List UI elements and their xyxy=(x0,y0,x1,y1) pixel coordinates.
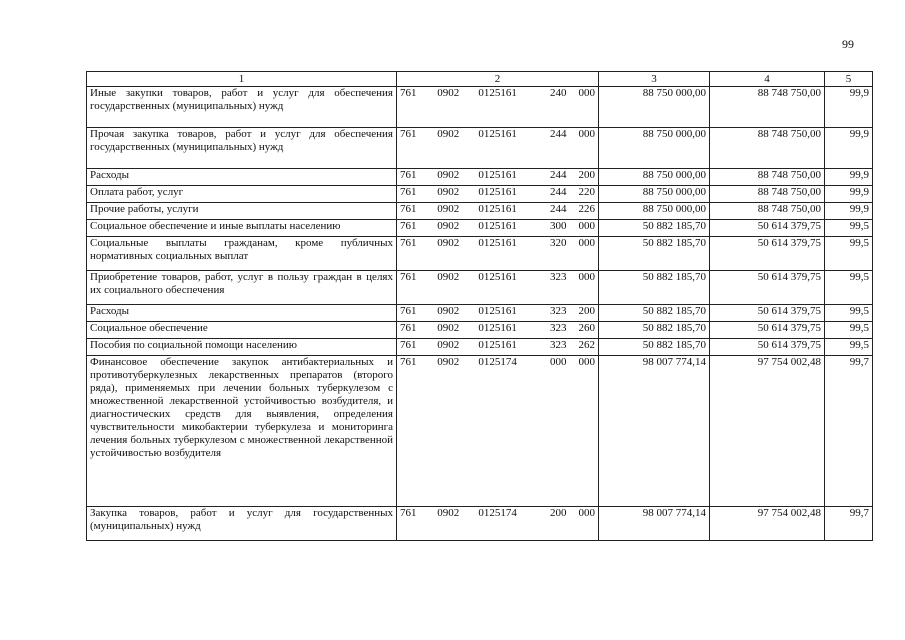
code-kosgu: 260 xyxy=(578,322,595,334)
code-section: 0902 xyxy=(437,87,460,99)
code-admin: 761 xyxy=(400,203,417,215)
header-col-3: 3 xyxy=(599,72,710,87)
row-codes xyxy=(397,203,599,220)
code-type: 240 xyxy=(550,87,567,99)
budget-table xyxy=(86,71,873,541)
table-row xyxy=(87,356,873,507)
row-executed: 88 748 750,00 xyxy=(710,203,825,220)
code-kosgu: 200 xyxy=(578,305,595,317)
code-admin: 761 xyxy=(400,220,417,232)
row-approved: 88 750 000,00 xyxy=(599,128,710,169)
code-admin: 761 xyxy=(400,128,417,140)
row-codes xyxy=(397,186,599,203)
row-name: Оплата работ, услуг xyxy=(87,186,397,203)
code-section: 0902 xyxy=(437,169,460,181)
header-col-2: 2 xyxy=(397,72,599,87)
row-name: Иные закупки товаров, работ и услуг для обеспечения государственных (муниципальных) нужд xyxy=(87,87,397,128)
code-admin: 761 xyxy=(400,169,417,181)
row-approved: 50 882 185,70 xyxy=(599,271,710,305)
code-admin: 761 xyxy=(400,305,417,317)
code-kosgu: 000 xyxy=(578,128,595,140)
row-percent: 99,7 xyxy=(825,507,873,541)
row-codes xyxy=(397,271,599,305)
code-section: 0902 xyxy=(437,356,460,368)
code-type: 244 xyxy=(550,203,567,215)
row-name: Расходы xyxy=(87,169,397,186)
code-section: 0902 xyxy=(437,128,460,140)
row-codes xyxy=(397,128,599,169)
code-type: 244 xyxy=(550,186,567,198)
row-executed: 88 748 750,00 xyxy=(710,128,825,169)
table-row xyxy=(87,271,873,305)
row-codes xyxy=(397,507,599,541)
row-executed: 88 748 750,00 xyxy=(710,169,825,186)
table-header-row xyxy=(87,72,873,87)
row-executed: 97 754 002,48 xyxy=(710,507,825,541)
row-name: Социальное обеспечение xyxy=(87,322,397,339)
header-col-5: 5 xyxy=(825,72,873,87)
code-target: 0125161 xyxy=(478,203,517,215)
header-col-1: 1 xyxy=(87,72,397,87)
row-codes xyxy=(397,356,599,507)
code-section: 0902 xyxy=(437,186,460,198)
row-name: Закупка товаров, работ и услуг для государственных (муниципальных) нужд xyxy=(87,507,397,541)
code-kosgu: 000 xyxy=(578,87,595,99)
row-percent: 99,5 xyxy=(825,271,873,305)
row-name: Социальное обеспечение и иные выплаты населению xyxy=(87,220,397,237)
code-type: 323 xyxy=(550,339,567,351)
row-executed: 50 614 379,75 xyxy=(710,271,825,305)
code-type: 244 xyxy=(550,128,567,140)
row-name: Расходы xyxy=(87,305,397,322)
row-codes xyxy=(397,169,599,186)
code-target: 0125161 xyxy=(478,186,517,198)
row-percent: 99,5 xyxy=(825,339,873,356)
code-section: 0902 xyxy=(437,305,460,317)
code-admin: 761 xyxy=(400,339,417,351)
row-percent: 99,9 xyxy=(825,169,873,186)
table-row xyxy=(87,507,873,541)
row-codes xyxy=(397,220,599,237)
row-executed: 50 614 379,75 xyxy=(710,237,825,271)
row-name: Финансовое обеспечение закупок антибактериальных и противотуберкулезных лекарственных препаратов (второго ряда), применяемых при лечении больных туберкулезом с множественной лекарственной устойчивостью возбудителя, и диагностических средств для выявления, определения чувствительности микобактерии туберкулеза и мониторинга лечения больных туберкулезом с множественной лекарственной устойчивостью возбудителя xyxy=(87,356,397,507)
table-row xyxy=(87,87,873,128)
row-name: Приобретение товаров, работ, услуг в пользу граждан в целях их социального обеспечения xyxy=(87,271,397,305)
row-approved: 98 007 774,14 xyxy=(599,507,710,541)
row-approved: 50 882 185,70 xyxy=(599,237,710,271)
row-codes xyxy=(397,322,599,339)
code-section: 0902 xyxy=(437,322,460,334)
code-kosgu: 000 xyxy=(578,237,595,249)
row-percent: 99,5 xyxy=(825,237,873,271)
code-admin: 761 xyxy=(400,186,417,198)
code-section: 0902 xyxy=(437,271,460,283)
row-executed: 88 748 750,00 xyxy=(710,186,825,203)
code-target: 0125161 xyxy=(478,237,517,249)
row-name: Прочие работы, услуги xyxy=(87,203,397,220)
row-executed: 50 614 379,75 xyxy=(710,339,825,356)
code-type: 300 xyxy=(550,220,567,232)
table-row xyxy=(87,203,873,220)
code-kosgu: 226 xyxy=(578,203,595,215)
code-target: 0125174 xyxy=(478,356,517,368)
row-executed: 50 614 379,75 xyxy=(710,322,825,339)
row-codes xyxy=(397,87,599,128)
code-section: 0902 xyxy=(437,203,460,215)
row-approved: 50 882 185,70 xyxy=(599,220,710,237)
row-codes xyxy=(397,305,599,322)
row-name: Прочая закупка товаров, работ и услуг для обеспечения государственных (муниципальных) нужд xyxy=(87,128,397,169)
row-approved: 88 750 000,00 xyxy=(599,203,710,220)
row-percent: 99,5 xyxy=(825,322,873,339)
row-codes xyxy=(397,339,599,356)
code-type: 320 xyxy=(550,237,567,249)
row-approved: 88 750 000,00 xyxy=(599,186,710,203)
row-percent: 99,5 xyxy=(825,305,873,322)
code-type: 244 xyxy=(550,169,567,181)
code-admin: 761 xyxy=(400,322,417,334)
code-target: 0125161 xyxy=(478,128,517,140)
row-percent: 99,9 xyxy=(825,87,873,128)
code-admin: 761 xyxy=(400,356,417,368)
code-kosgu: 000 xyxy=(578,507,595,519)
page-number: 99 xyxy=(842,37,854,51)
table-row xyxy=(87,339,873,356)
code-type: 323 xyxy=(550,305,567,317)
code-section: 0902 xyxy=(437,339,460,351)
table-row xyxy=(87,305,873,322)
code-target: 0125174 xyxy=(478,507,517,519)
table-row xyxy=(87,220,873,237)
table-row xyxy=(87,169,873,186)
table-row xyxy=(87,186,873,203)
code-kosgu: 262 xyxy=(578,339,595,351)
row-percent: 99,5 xyxy=(825,220,873,237)
row-percent: 99,7 xyxy=(825,356,873,507)
code-admin: 761 xyxy=(400,237,417,249)
table-row xyxy=(87,322,873,339)
code-kosgu: 200 xyxy=(578,169,595,181)
code-admin: 761 xyxy=(400,87,417,99)
table-row xyxy=(87,128,873,169)
row-executed: 50 614 379,75 xyxy=(710,305,825,322)
row-percent: 99,9 xyxy=(825,128,873,169)
row-approved: 98 007 774,14 xyxy=(599,356,710,507)
code-target: 0125161 xyxy=(478,87,517,99)
code-type: 323 xyxy=(550,271,567,283)
code-target: 0125161 xyxy=(478,322,517,334)
row-name: Пособия по социальной помощи населению xyxy=(87,339,397,356)
row-executed: 97 754 002,48 xyxy=(710,356,825,507)
code-section: 0902 xyxy=(437,220,460,232)
row-approved: 50 882 185,70 xyxy=(599,322,710,339)
code-kosgu: 000 xyxy=(578,220,595,232)
row-executed: 50 614 379,75 xyxy=(710,220,825,237)
code-target: 0125161 xyxy=(478,339,517,351)
code-kosgu: 000 xyxy=(578,356,595,368)
code-type: 323 xyxy=(550,322,567,334)
header-col-4: 4 xyxy=(710,72,825,87)
code-kosgu: 000 xyxy=(578,271,595,283)
code-type: 200 xyxy=(550,507,567,519)
table-row xyxy=(87,237,873,271)
row-executed: 88 748 750,00 xyxy=(710,87,825,128)
code-target: 0125161 xyxy=(478,169,517,181)
code-section: 0902 xyxy=(437,507,460,519)
row-approved: 50 882 185,70 xyxy=(599,339,710,356)
code-target: 0125161 xyxy=(478,271,517,283)
row-approved: 50 882 185,70 xyxy=(599,305,710,322)
code-admin: 761 xyxy=(400,271,417,283)
code-type: 000 xyxy=(550,356,567,368)
row-approved: 88 750 000,00 xyxy=(599,87,710,128)
row-percent: 99,9 xyxy=(825,203,873,220)
code-target: 0125161 xyxy=(478,305,517,317)
row-approved: 88 750 000,00 xyxy=(599,169,710,186)
table-body xyxy=(87,87,873,541)
row-percent: 99,9 xyxy=(825,186,873,203)
code-kosgu: 220 xyxy=(578,186,595,198)
row-codes xyxy=(397,237,599,271)
code-section: 0902 xyxy=(437,237,460,249)
row-name: Социальные выплаты гражданам, кроме публичных нормативных социальных выплат xyxy=(87,237,397,271)
code-admin: 761 xyxy=(400,507,417,519)
code-target: 0125161 xyxy=(478,220,517,232)
